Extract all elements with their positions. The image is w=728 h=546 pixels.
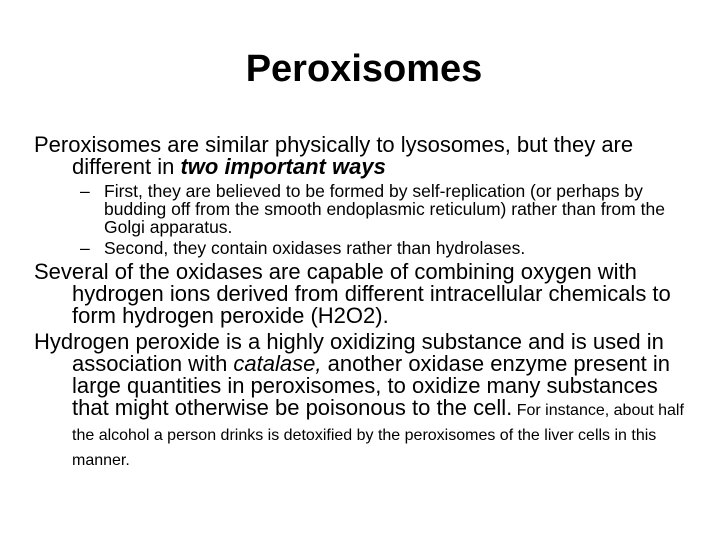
paragraph-hp-text-before: Hydrogen peroxide is a highly oxidizing substance and is used in association with: [34, 329, 664, 376]
paragraph-differences: [34, 134, 684, 178]
paragraph-differences-emphasis: two important ways: [180, 154, 386, 179]
bullet-dash: –: [80, 238, 90, 258]
bullet-second: [34, 239, 684, 257]
paragraph-hp-small-text: For instance, about half the alcohol a person drinks is detoxified by the peroxisomes of the liver cells in this manner.: [72, 402, 684, 469]
bullet-first-text: First, they are believed to be formed by self-replication (or perhaps by budding off from the smooth endoplasmic reticulum) rather than from the Golgi apparatus.: [104, 181, 665, 237]
bullet-first: [34, 182, 684, 236]
paragraph-differences-text: Peroxisomes are similar physically to lysosomes, but they are different in: [34, 132, 634, 179]
paragraph-hydrogen-peroxide: [34, 331, 684, 472]
paragraph-hp-text-after: another oxidase enzyme present in large quantities in peroxisomes, to oxidize many substances that might otherwise be poisonous to the cell.: [72, 351, 671, 420]
paragraph-oxidases: Several of the oxidases are capable of combining oxygen with hydrogen ions derived from different intracellular chemicals to form hydrogen peroxide (H2O2).: [34, 259, 671, 328]
bullet-dash: –: [80, 181, 90, 201]
slide-title: Peroxisomes: [245, 48, 483, 90]
paragraph-hp-emphasis: catalase,: [233, 351, 322, 376]
bullet-second-text: Second, they contain oxidases rather than hydrolases.: [104, 238, 526, 258]
slide-body: [34, 134, 684, 472]
